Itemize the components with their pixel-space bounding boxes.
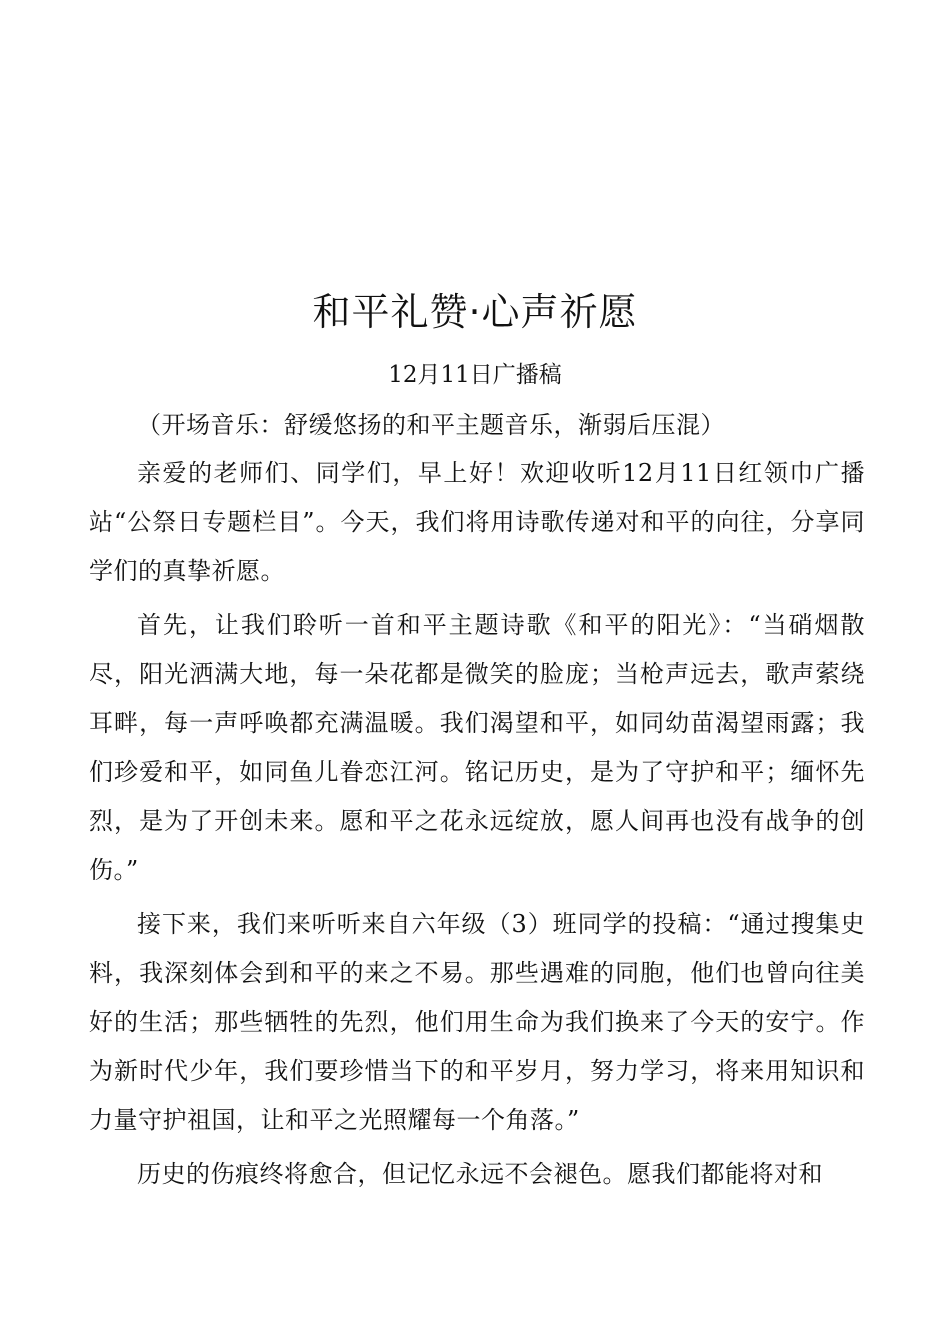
- greeting-paragraph: 亲爱的老师们、同学们，早上好！欢迎收听12月11日红领巾广播站“公祭日专题栏目”。今天，我们将用诗歌传递对和平的向往，分享同学们的真挚祈愿。: [89, 459, 865, 585]
- document-subtitle: 12月11日广播稿: [388, 362, 562, 388]
- closing-paragraph: 历史的伤痕终将愈合，但记忆永远不会褪色。愿我们都能将对和: [137, 1160, 823, 1188]
- poem-paragraph: 首先，让我们聆听一首和平主题诗歌《和平的阳光》：“当硝烟散尽，阳光洒满大地，每一朵花都是微笑的脸庞；当枪声远去，歌声萦绕耳畔，每一声呼唤都充满温暖。我们渴望和平，如同幼苗渴望雨露；我们珍爱和平，如同鱼儿眷恋江河。铭记历史，是为了守护和平；缅怀先烈，是为了开创未来。愿和平之花永远绽放，愿人间再也没有战争的创伤。”: [89, 611, 865, 884]
- student-submission-paragraph: 接下来，我们来听听来自六年级（3）班同学的投稿：“通过搜集史料，我深刻体会到和平的来之不易。那些遇难的同胞，他们也曾向往美好的生活；那些牺牲的先烈，他们用生命为我们换来了今天的安宁。作为新时代少年，我们要珍惜当下的和平岁月，努力学习，将来用知识和力量守护祖国，让和平之光照耀每一个角落。”: [89, 910, 865, 1134]
- document-body: [89, 405, 865, 1204]
- opening-music-note: （开场音乐：舒缓悠扬的和平主题音乐，渐弱后压混）: [137, 411, 725, 439]
- document-title: 和平礼赞·心声祈愿: [312, 290, 638, 334]
